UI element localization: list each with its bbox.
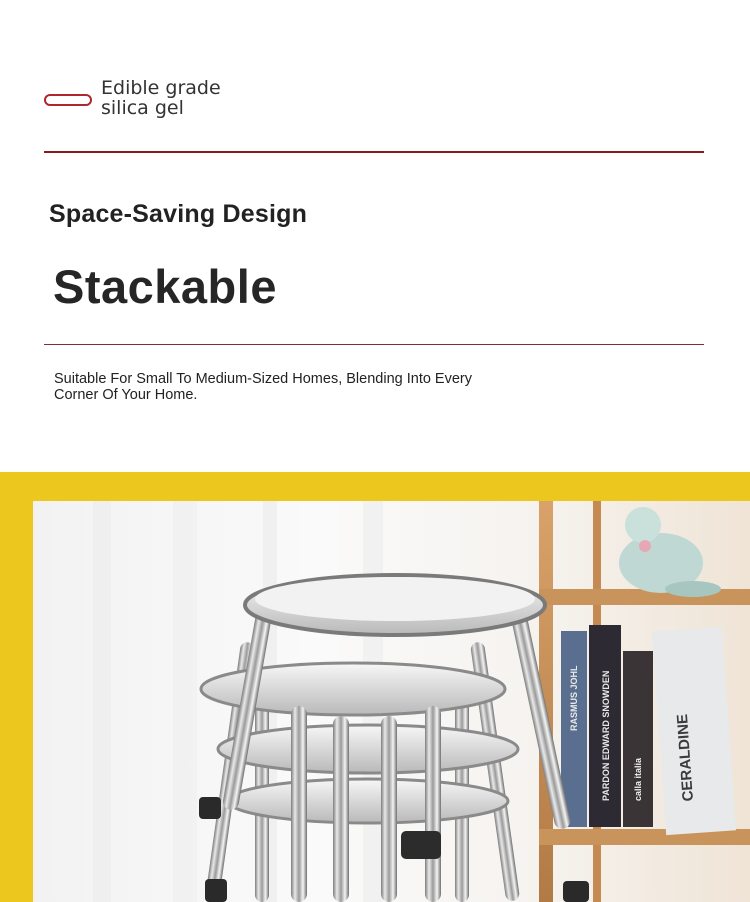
book-spine-3: calla italia [633,757,643,801]
book-spine-2: PARDON EDWARD SNOWDEN [601,670,611,801]
badge-line-2: silica gel [101,97,184,119]
section-subtitle: Space-Saving Design [49,200,308,228]
product-photo [33,501,750,902]
divider-middle [44,344,704,345]
pill-icon [44,94,92,106]
stacked-stools-illustration [33,501,750,902]
description-line-2: Corner Of Your Home. [54,387,198,403]
stool-stack [199,575,589,902]
divider-top [44,151,704,153]
badge-line-1: Edible grade [101,77,221,99]
animal-figurine [619,507,721,597]
section-description [54,371,524,403]
section-headline: Stackable [53,260,277,313]
book-spine-4: CERALDINE [673,713,697,802]
book-spine-1: RASMUS JOHL [569,665,579,731]
book-stack [561,625,736,835]
material-badge [101,78,221,118]
description-line-1: Suitable For Small To Medium-Sized Homes, Blending Into Every [54,371,473,387]
